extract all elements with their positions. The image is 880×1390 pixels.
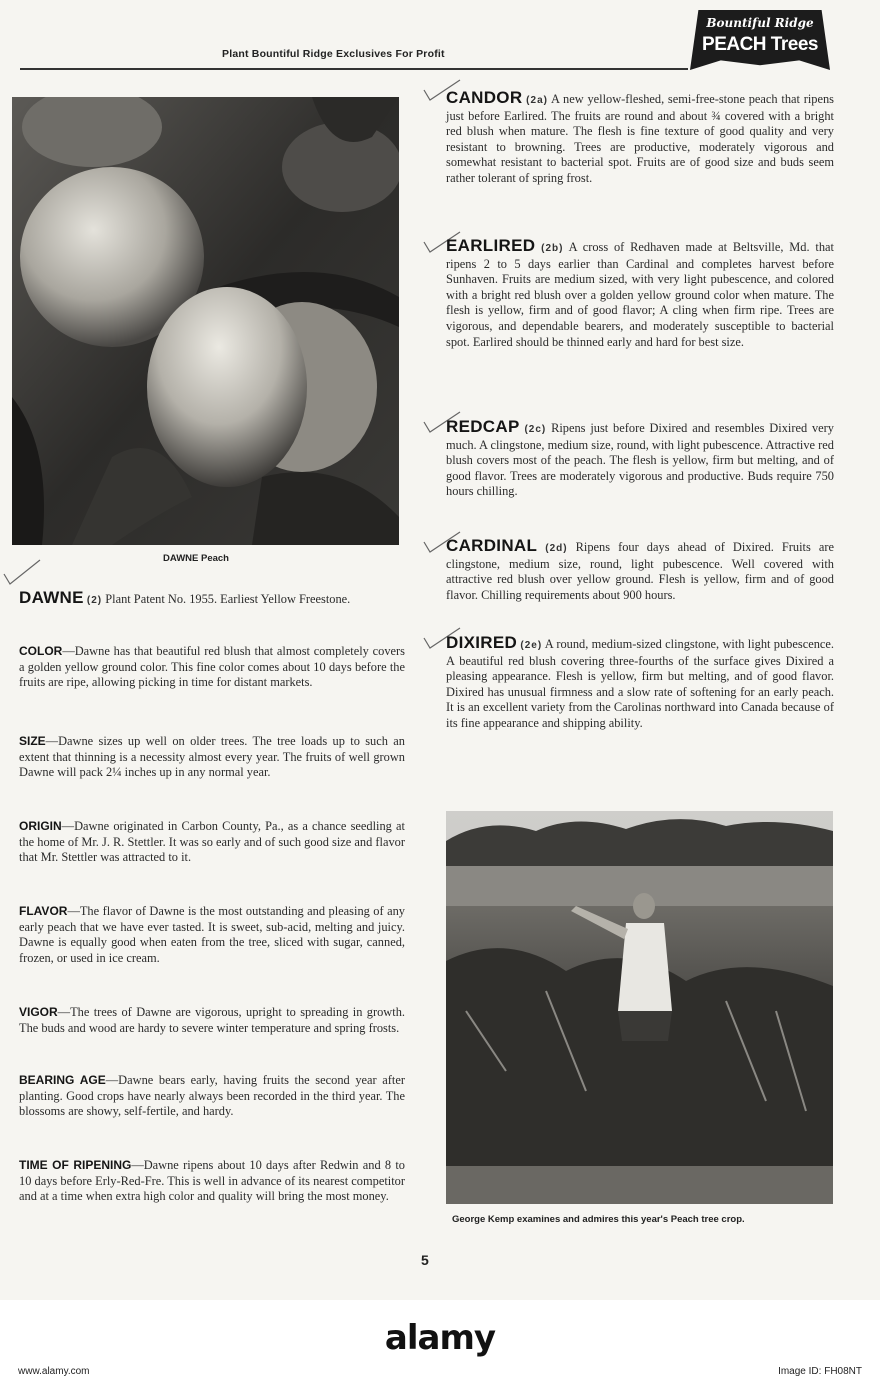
section-text: Dawne ripens about 10 days after Redwin and 8 to 10 days before Erly-Red-Fre. This is well in advance of its nearest competitor and at a time when extra high color and quality will bring the most money. xyxy=(19,1158,405,1204)
dawne-photo-caption: DAWNE Peach xyxy=(163,553,229,564)
variety-redcap xyxy=(446,419,834,500)
variety-code: (2a) xyxy=(526,95,548,106)
dawne-section-origin: ORIGIN—Dawne originated in Carbon County, Pa., as a chance seedling at the home of Mr. J. R. Stettler. It was so early and of such good size and flavor that Mr. Stettler was attracted to it. xyxy=(19,819,405,865)
page-number: 5 xyxy=(421,1252,429,1268)
orchard-photo-image xyxy=(446,811,833,1204)
section-label: FLAVOR xyxy=(19,904,68,918)
section-label: ORIGIN xyxy=(19,819,62,833)
variety-name: CARDINAL xyxy=(446,536,538,555)
variety-description: Plant Patent No. 1955. Earliest Yellow Freestone. xyxy=(105,592,351,606)
variety-dixired xyxy=(446,635,834,732)
section-label: COLOR xyxy=(19,644,63,658)
variety-name: EARLIRED xyxy=(446,236,536,255)
variety-name: CANDOR xyxy=(446,88,523,107)
dawne-section-size: SIZE—Dawne sizes up well on older trees. The tree loads up to such an extent that thinning is a necessity almost every year. The fruits of well grown Dawne will pack 2¼ inches up in any normal year. xyxy=(19,734,405,780)
section-label: BEARING AGE xyxy=(19,1073,106,1087)
variety-code: (2c) xyxy=(524,424,547,435)
header-rule xyxy=(20,68,688,70)
variety-cardinal xyxy=(446,538,834,603)
orchard-photo xyxy=(446,811,833,1204)
variety-code: (2e) xyxy=(520,640,543,651)
variety-description: Ripens four days ahead of Dixired. Fruits are clingstone, medium size, round, light pubescence. Well covered with attractive red blush over yellow ground. Flesh is yellow, firm and of good flavor. Chilling requirements about 900 hours. xyxy=(446,540,834,602)
logo-main-text: PEACH Trees xyxy=(702,34,818,55)
variety-code: (2d) xyxy=(545,543,568,554)
watermark-url: www.alamy.com xyxy=(18,1366,90,1377)
section-text: The trees of Dawne are vigorous, upright to spreading in growth. The buds and wood are hardy to severe winter temperature and spring frosts. xyxy=(19,1005,405,1035)
variety-code: (2b) xyxy=(541,243,564,254)
variety-name: REDCAP xyxy=(446,417,520,436)
section-text: Dawne sizes up well on older trees. The tree loads up to such an extent that thinning is a necessity almost every year. The fruits of well grown Dawne will pack 2¼ inches up in any normal year. xyxy=(19,734,405,780)
variety-name: DIXIRED xyxy=(446,633,518,652)
section-label: SIZE xyxy=(19,734,46,748)
dawne-section-bearing-age: BEARING AGE—Dawne bears early, having fruits the second year after planting. Good crops have nearly always been recorded in the third year. The blossoms are showy, self-fertile, and hardy. xyxy=(19,1073,405,1119)
dawne-intro xyxy=(19,590,405,609)
section-text: Dawne originated in Carbon County, Pa., as a chance seedling at the home of Mr. J. R. Stettler. It was so early and of such good size and flavor that Mr. Stettler was attracted to it. xyxy=(19,819,405,865)
orchard-photo-caption: George Kemp examines and admires this year's Peach tree crop. xyxy=(452,1214,745,1225)
variety-description: Ripens just before Dixired and resembles Dixired very much. A clingstone, medium size, round, with light pubescence. Attractive red blush covers most of the peach. The flesh is yellow, firm but melting, and of good flavor. Trees are moderately vigorous and productive. Buds require 750 hours chilling. xyxy=(446,421,834,499)
logo-top-text: Bountiful Ridge xyxy=(706,16,814,30)
section-text: Dawne has that beautiful red blush that almost completely covers a golden yellow ground color. This fine color comes about 10 days before the fruits are ripe, allowing picking in time for distant markets. xyxy=(19,644,405,690)
dawne-peach-photo xyxy=(12,97,399,545)
dawne-section-color: COLOR—Dawne has that beautiful red blush that almost completely covers a golden yellow ground color. This fine color comes about 10 days before the fruits are ripe, allowing picking in time for distant markets. xyxy=(19,644,405,690)
watermark-logo: alamy xyxy=(384,1318,496,1358)
header-tagline: Plant Bountiful Ridge Exclusives For Profit xyxy=(222,48,445,60)
dawne-section-flavor: FLAVOR—The flavor of Dawne is the most outstanding and pleasing of any early peach that we have ever tasted. It is sweet, sub-acid, melting and juicy. Dawne is equally good when eaten from the tree, sliced with sugar, canned, frozen, or used in ice cream. xyxy=(19,904,405,965)
watermark-image-id: Image ID: FH08NT xyxy=(778,1366,862,1377)
section-text: Dawne bears early, having fruits the second year after planting. Good crops have nearly always been recorded in the third year. The blossoms are showy, self-fertile, and hardy. xyxy=(19,1073,405,1119)
variety-description: A cross of Redhaven made at Beltsville, Md. that ripens 2 to 5 days earlier than Cardinal and completes harvest before Sunhaven. Fruits are medium sized, with very light pubescence, and colored with a bright red blush over a golden yellow ground color when mature. The flesh is yellow, firm and of good flavor; A cling when firm ripe. Trees are vigorous, and dependable bearers, and moderately susceptible to bacterial spot. Earlired should be thinned early and hard for best size. xyxy=(446,240,834,349)
section-text: The flavor of Dawne is the most outstanding and pleasing of any early peach that we have ever tasted. It is sweet, sub-acid, melting and juicy. Dawne is equally good when eaten from the tree, sliced with sugar, canned, frozen, or used in ice cream. xyxy=(19,904,405,965)
bountiful-ridge-logo xyxy=(690,6,830,70)
variety-candor xyxy=(446,90,834,187)
dawne-section-time-of-ripening: TIME OF RIPENING—Dawne ripens about 10 days after Redwin and 8 to 10 days before Erly-Red-Fre. This is well in advance of its nearest competitor and at a time when extra high color and quality will bring the most money. xyxy=(19,1158,405,1204)
peach-photo-image xyxy=(12,97,399,545)
variety-description: A round, medium-sized clingstone, with light pubescence. A beautiful red blush covering three-fourths of the surface gives Dixired a pleasing appearance. Flesh is yellow, firm but melting, and of good flavor. Dixired has unusual firmness and a slow rate of softening for an early peach. It is an excellent variety from the Carolinas northward into Canada because of its fine appearance and shipping ability. xyxy=(446,637,834,730)
variety-description: A new yellow-fleshed, semi-free-stone peach that ripens just before Earlired. The fruits are round and about ¾ covered with a bright red blush when mature. The flesh is fine texture of good quality and very resistant to browning. Trees are productive, moderately vigorous and somewhat resistant to bacterial spot. Fruits are of good size and buds seem rather tolerant of spring frost. xyxy=(446,92,834,185)
variety-name: DAWNE xyxy=(19,588,84,607)
section-label: TIME OF RIPENING xyxy=(19,1158,132,1172)
variety-code: (2) xyxy=(86,595,103,606)
check-mark-icon xyxy=(0,558,44,586)
dawne-section-vigor: VIGOR—The trees of Dawne are vigorous, upright to spreading in growth. The buds and wood are hardy to severe winter temperature and spring frosts. xyxy=(19,1005,405,1035)
variety-earlired xyxy=(446,238,834,350)
section-label: VIGOR xyxy=(19,1005,58,1019)
